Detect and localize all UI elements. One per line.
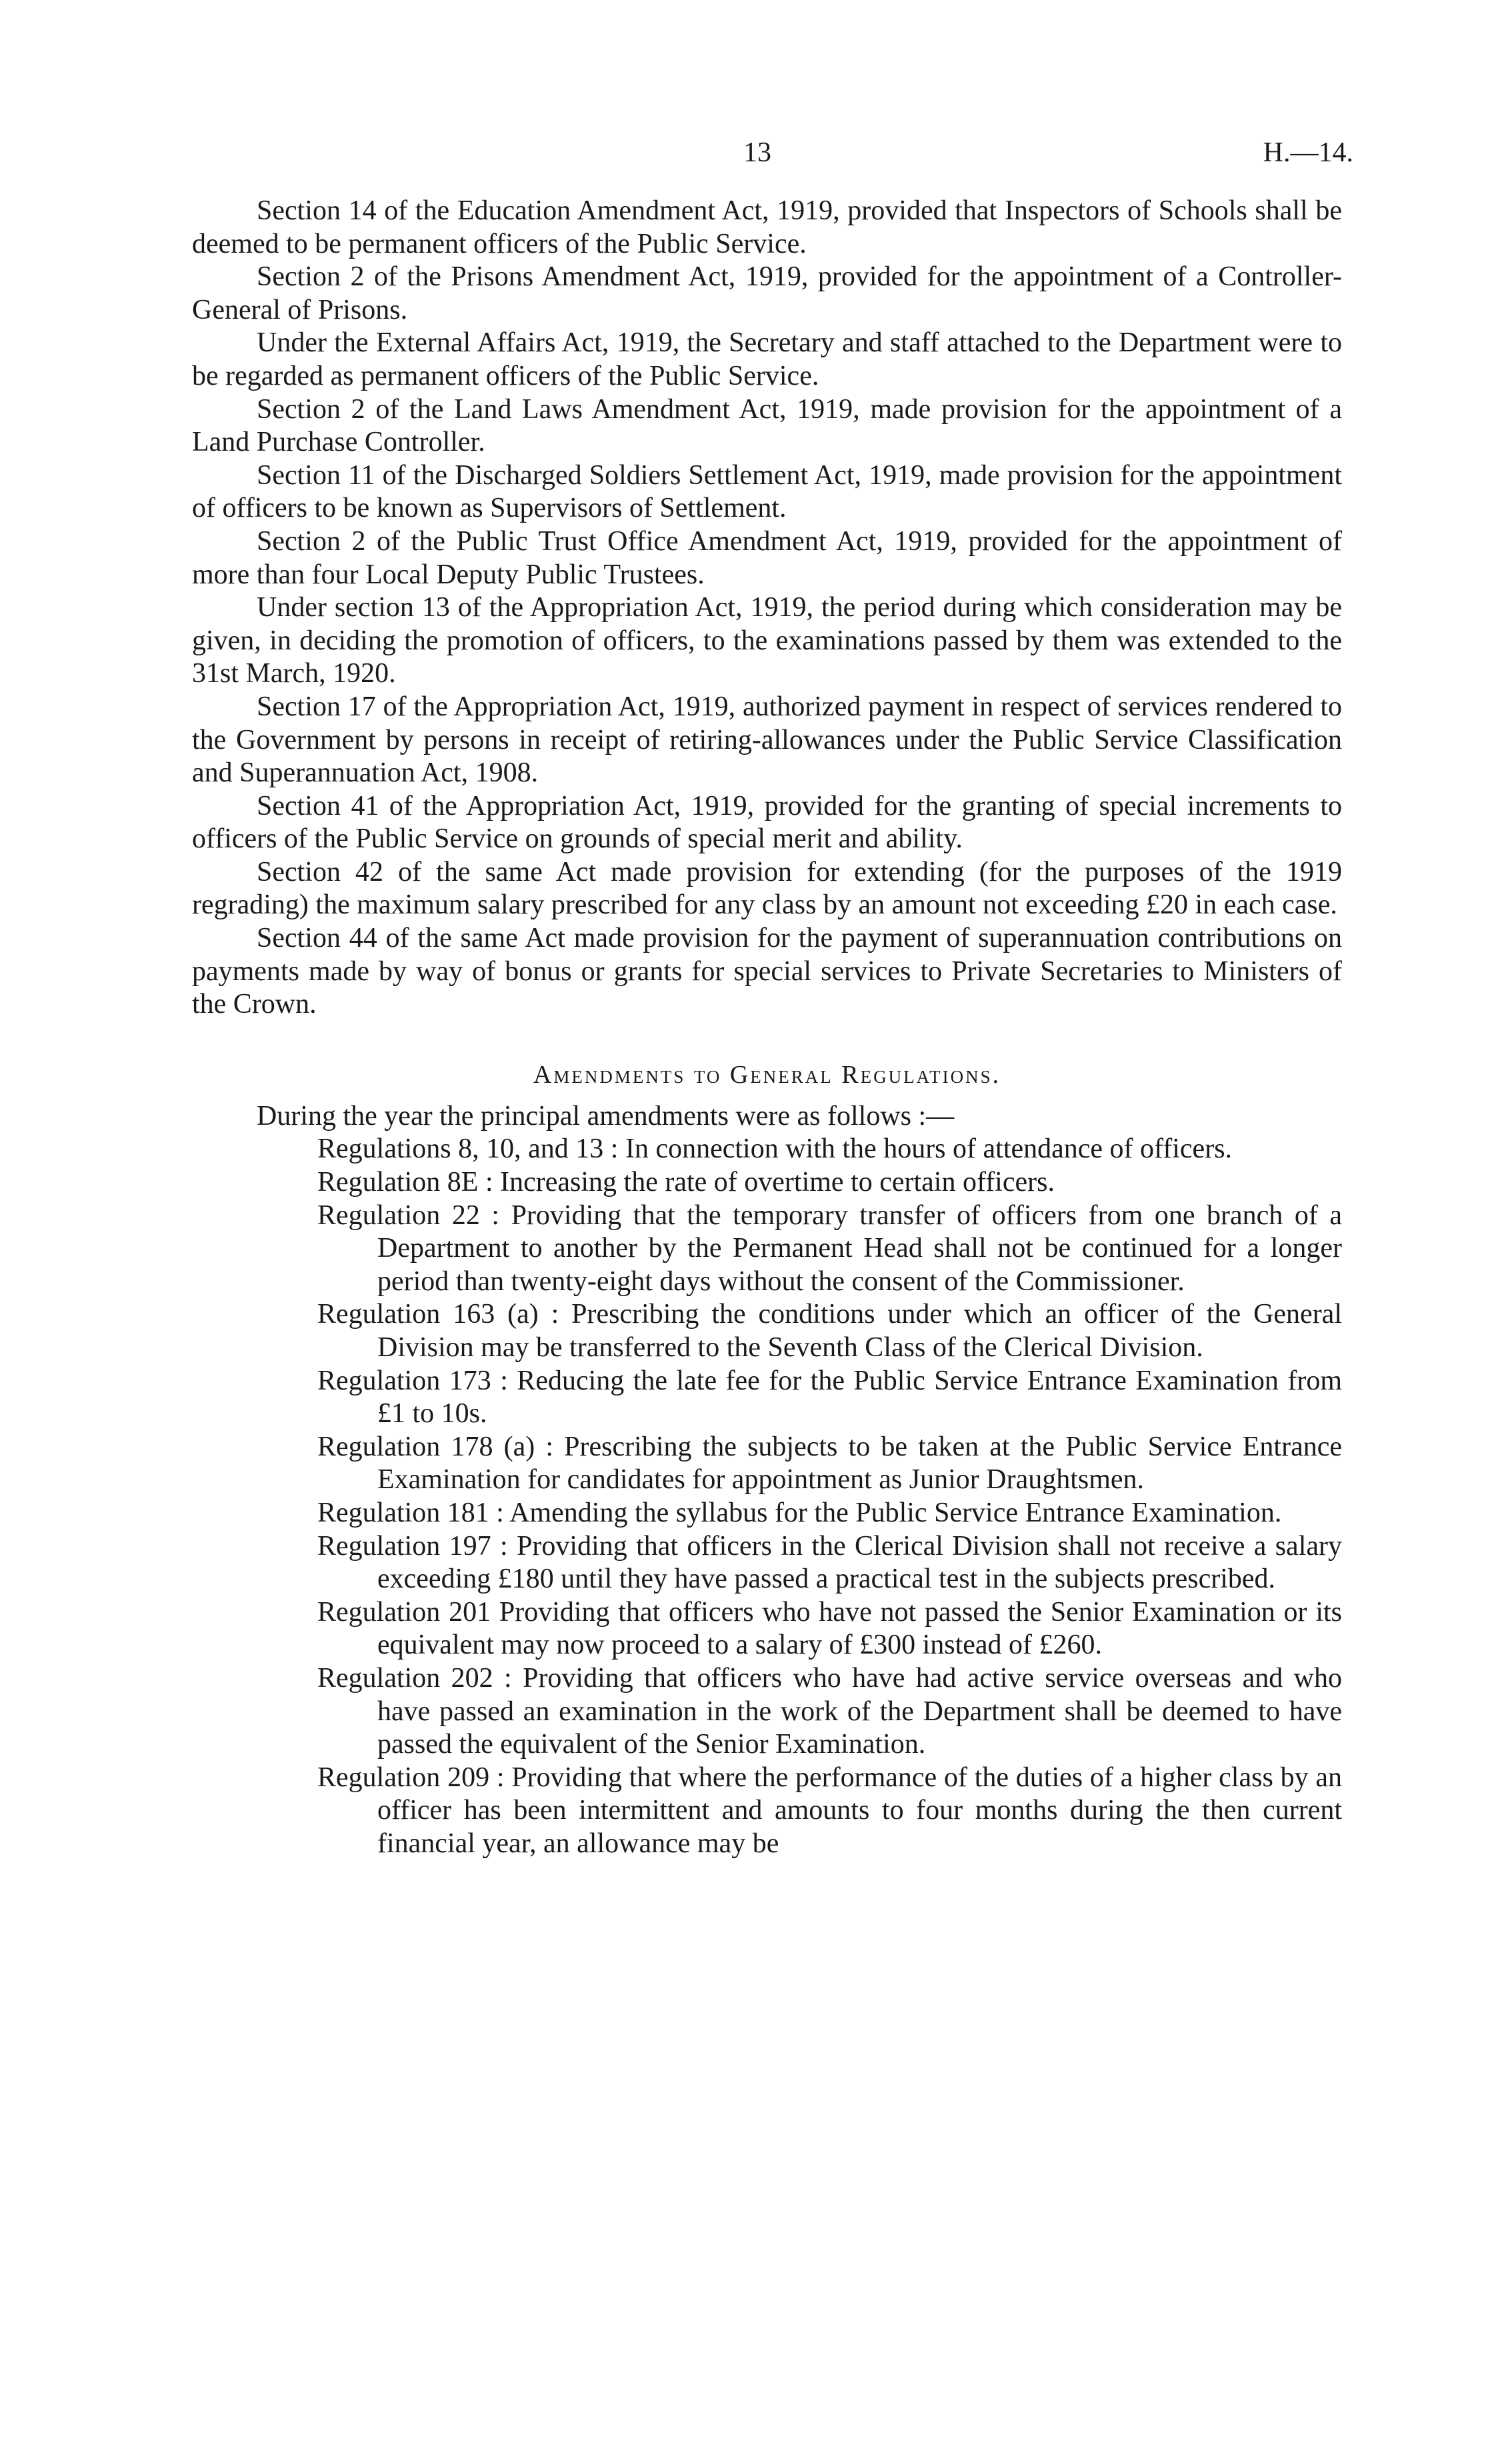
paragraph-education-act: Section 14 of the Education Amendment Act, 1919, provided that Inspectors of Schools shall be deemed to be permanent officers of the Public Service. (192, 195, 1342, 259)
regulation-item: Regulation 163 (a) : Prescribing the conditions under which an officer of the General Division may be transferred to the Seventh Class of the Clerical Division. (317, 1299, 1342, 1363)
paragraph-appropriation-section-41: Section 41 of the Appropriation Act, 1919, provided for the granting of special increments to officers of the Public Service on grounds of special merit and ability. (192, 790, 1342, 855)
paragraph-appropriation-section-17: Section 17 of the Appropriation Act, 1919, authorized payment in respect of services rendered to the Government by persons in receipt of retiring-allowances under the Public Service Classification and Superannuation Act, 1908. (192, 691, 1342, 789)
regulation-item: Regulation 181 : Amending the syllabus for the Public Service Entrance Examination. (317, 1497, 1282, 1528)
paragraph-external-affairs-act: Under the External Affairs Act, 1919, the Secretary and staff attached to the Department were to be regarded as permanent officers of the Public Service. (192, 327, 1342, 391)
body-text (192, 195, 1342, 1861)
document-reference: H.—14. (1263, 137, 1353, 168)
paragraph-public-trust-act: Section 2 of the Public Trust Office Amendment Act, 1919, provided for the appointment of more than four Local Deputy Public Trustees. (192, 525, 1342, 590)
page-number: 13 (743, 137, 771, 168)
amendments-intro: During the year the principal amendments were as follows :— (257, 1100, 955, 1131)
regulation-item: Regulation 197 : Providing that officers in the Clerical Division shall not receive a salary exceeding £180 until they have passed a practical test in the subjects prescribed. (317, 1530, 1342, 1595)
regulation-list (192, 1133, 1342, 1860)
regulation-item: Regulation 209 : Providing that where the performance of the duties of a higher class by an officer has been intermittent and amounts to four months during the then current financial year, an allowance may be (317, 1762, 1342, 1859)
regulation-item: Regulation 8E : Increasing the rate of overtime to certain officers. (317, 1167, 1055, 1198)
paragraph-appropriation-section-44: Section 44 of the same Act made provision for the payment of superannuation contributions on payments made by way of bonus or grants for special services to Private Secretaries to Ministers of the Crown. (192, 923, 1342, 1020)
regulation-item: Regulation 202 : Providing that officers who have had active service overseas and who have passed an examination in the work of the Department shall be deemed to have passed the equivalent of the Senior Examination. (317, 1662, 1342, 1760)
regulation-item: Regulation 173 : Reducing the late fee for the Public Service Entrance Examination from £1 to 10s. (317, 1365, 1342, 1430)
paragraph-prisons-act: Section 2 of the Prisons Amendment Act, 1919, provided for the appointment of a Controller-General of Prisons. (192, 261, 1342, 325)
regulation-item: Regulation 201 Providing that officers who have not passed the Senior Examination or its equivalent may now proceed to a salary of £300 instead of £260. (317, 1596, 1342, 1661)
regulation-item: Regulation 22 : Providing that the temporary transfer of officers from one branch of a Department to another by the Permanent Head shall not be continued for a longer period than twenty-eight days without the consent of the Commissioner. (317, 1199, 1342, 1297)
regulation-item: Regulations 8, 10, and 13 : In connection with the hours of attendance of officers. (317, 1133, 1233, 1165)
section-heading: Amendments to General Regulations. (533, 1060, 1001, 1089)
paragraph-discharged-soldiers-act: Section 11 of the Discharged Soldiers Settlement Act, 1919, made provision for the appointment of officers to be known as Supervisors of Settlement. (192, 459, 1342, 524)
paragraph-appropriation-section-13: Under section 13 of the Appropriation Act, 1919, the period during which consideration may be given, in deciding the promotion of officers, to the examinations passed by them was extended to the 31st March, 1920. (192, 592, 1342, 689)
regulation-item: Regulation 178 (a) : Prescribing the subjects to be taken at the Public Service Entrance Examination for candidates for appointment as Junior Draughtsmen. (317, 1431, 1342, 1496)
paragraph-land-laws-act: Section 2 of the Land Laws Amendment Act, 1919, made provision for the appointment of a Land Purchase Controller. (192, 393, 1342, 458)
paragraph-appropriation-section-42: Section 42 of the same Act made provision for extending (for the purposes of the 1919 regrading) the maximum salary prescribed for any class by an amount not exceeding £20 in each case. (192, 856, 1342, 921)
page-header (0, 137, 1512, 177)
